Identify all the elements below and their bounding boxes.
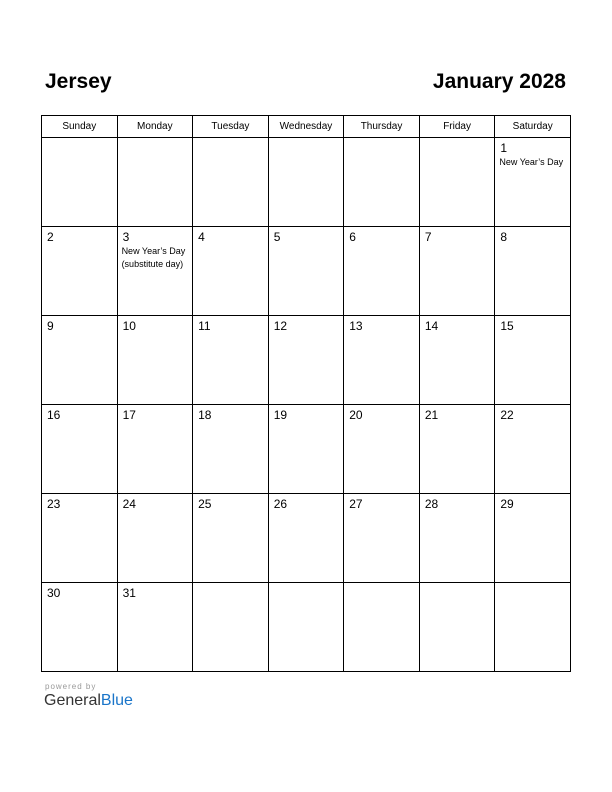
day-cell — [42, 494, 118, 583]
day-number: 23 — [47, 497, 61, 511]
week-row — [42, 583, 571, 672]
day-number: 25 — [198, 497, 212, 511]
day-cell — [344, 405, 420, 494]
day-cell — [42, 583, 118, 672]
logo-general-text: General — [44, 692, 101, 709]
day-cell — [117, 227, 193, 316]
day-cell — [419, 494, 495, 583]
day-cell — [117, 316, 193, 405]
footer-branding — [44, 682, 133, 710]
day-cell — [495, 316, 571, 405]
day-number: 2 — [47, 230, 54, 244]
calendar-header — [45, 70, 566, 100]
day-cell — [495, 405, 571, 494]
day-number: 10 — [122, 319, 136, 333]
day-cell — [344, 494, 420, 583]
day-cell — [42, 316, 118, 405]
day-number: 3 — [122, 230, 130, 244]
day-cell — [344, 583, 420, 672]
day-number: 14 — [424, 319, 439, 333]
day-cell — [117, 494, 193, 583]
logo-blue-text: Blue — [100, 692, 133, 709]
weekday-monday: Monday — [117, 116, 193, 138]
day-cell — [268, 316, 344, 405]
week-row — [42, 316, 571, 405]
day-cell — [117, 138, 193, 227]
day-cell — [268, 227, 344, 316]
day-number: 20 — [349, 408, 363, 422]
day-cell — [193, 138, 269, 227]
weekday-friday: Friday — [419, 116, 495, 138]
day-number: 6 — [349, 230, 356, 244]
day-cell — [344, 227, 420, 316]
day-number: 8 — [500, 230, 508, 244]
weekday-saturday: Saturday — [495, 116, 571, 138]
weekday-wednesday: Wednesday — [268, 116, 344, 138]
week-row — [42, 138, 571, 227]
generalblue-logo — [44, 692, 133, 710]
weekday-tuesday: Tuesday — [193, 116, 269, 138]
weekday-thursday: Thursday — [344, 116, 420, 138]
region-title: Jersey — [45, 70, 112, 93]
day-cell — [193, 227, 269, 316]
day-cell — [268, 583, 344, 672]
day-number: 9 — [47, 319, 54, 333]
day-cell — [193, 583, 269, 672]
day-number: 21 — [424, 408, 439, 422]
day-cell — [42, 138, 118, 227]
day-number: 7 — [424, 230, 432, 244]
day-cell — [268, 405, 344, 494]
day-number: 13 — [349, 319, 363, 333]
day-number: 1 — [500, 141, 508, 155]
day-number: 30 — [47, 586, 61, 600]
holiday-label: New Year’s Day (substitute day) — [121, 246, 186, 269]
day-cell — [419, 227, 495, 316]
day-cell — [344, 316, 420, 405]
day-cell — [42, 405, 118, 494]
day-cell — [117, 583, 193, 672]
day-cell — [419, 583, 495, 672]
day-number: 5 — [273, 230, 281, 244]
day-cell — [495, 227, 571, 316]
day-number: 16 — [47, 408, 61, 422]
weekday-header-row — [42, 116, 571, 138]
week-row — [42, 405, 571, 494]
day-number: 24 — [122, 497, 136, 511]
day-cell — [495, 494, 571, 583]
day-number: 18 — [198, 408, 212, 422]
day-cell — [42, 227, 118, 316]
day-number: 17 — [122, 408, 136, 422]
day-cell — [419, 138, 495, 227]
calendar-body — [42, 138, 571, 672]
day-number: 11 — [198, 319, 211, 333]
day-number: 29 — [500, 497, 514, 511]
day-cell — [344, 138, 420, 227]
day-number: 22 — [500, 408, 514, 422]
day-number: 26 — [273, 497, 288, 511]
week-row — [42, 227, 571, 316]
powered-by-text: powered by — [45, 682, 97, 691]
day-number: 27 — [349, 497, 363, 511]
day-cell — [193, 405, 269, 494]
week-row — [42, 494, 571, 583]
day-cell — [117, 405, 193, 494]
day-cell — [193, 316, 269, 405]
day-cell — [268, 138, 344, 227]
day-cell — [193, 494, 269, 583]
day-number: 12 — [273, 319, 288, 333]
day-cell — [419, 316, 495, 405]
day-cell — [495, 138, 571, 227]
day-cell — [419, 405, 495, 494]
calendar-grid — [41, 115, 571, 672]
day-number: 28 — [424, 497, 439, 511]
day-number: 19 — [273, 408, 288, 422]
weekday-sunday: Sunday — [42, 116, 118, 138]
day-number: 15 — [500, 319, 514, 333]
day-number: 4 — [198, 230, 205, 244]
day-number: 31 — [122, 586, 136, 600]
day-cell — [268, 494, 344, 583]
month-year-title: January 2028 — [432, 70, 566, 93]
day-cell — [495, 583, 571, 672]
holiday-label: New Year’s Day — [499, 157, 564, 167]
